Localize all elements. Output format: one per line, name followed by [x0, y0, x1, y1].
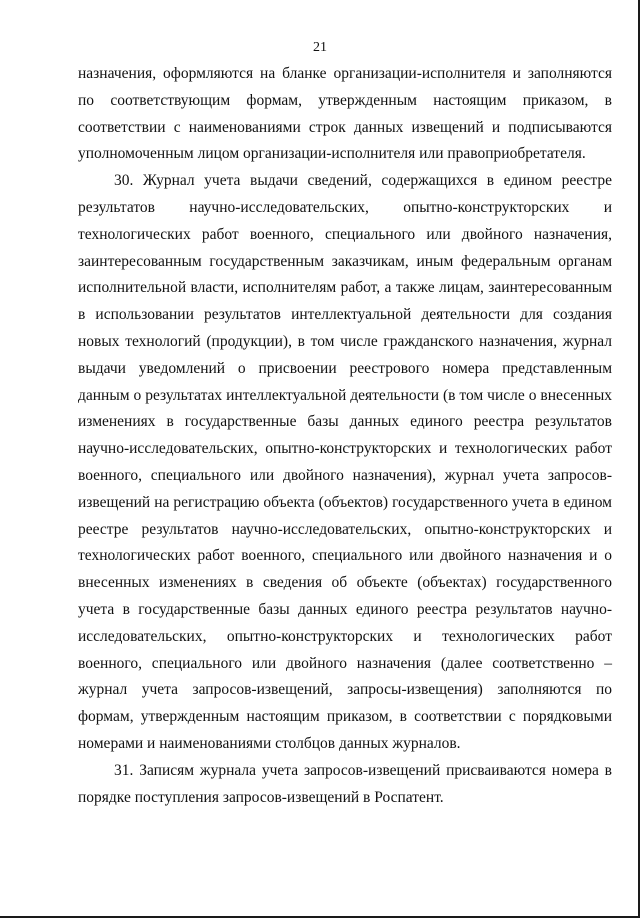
paragraph-30: 30. Журнал учета выдачи сведений, содержащихся в едином реестре результатов научно-исследовательских, опытно-конструкторских и технологических работ военного, специального или двойного назначения, заинтересованным государственным заказчикам, иным федеральным органам исполнительной власти, исполнителям работ, а также лицам, заинтересованным в использовании результатов интеллектуальной деятельности для создания новых технологий (продукции), в том числе гражданского назначения, журнал выдачи уведомлений о присвоении реестрового номера представленным данным о результатах интеллектуальной деятельности (в том числе о внесенных изменениях в государственные базы данных единого реестра результатов научно-исследовательских, опытно-конструкторских и технологических работ военного, специального или двойного назначения), журнал учета запросов-извещений на регистрацию объекта (объектов) государственного учета в едином реестре результатов научно-исследовательских, опытно-конструкторских и технологических работ военного, специального или двойного назначения и о внесенных изменениях в сведения об объекте (объектах) государственного учета в государственные базы данных единого реестра результатов научно-исследовательских, опытно-конструкторских и технологических работ военного, специального или двойного назначения (далее соответственно – журнал учета запросов-извещений, запросы-извещения) заполняются по формам, утвержденным настоящим приказом, в соответствии с порядковыми номерами и наименованиями столбцов данных журналов.	[78, 172, 612, 752]
paragraph-31: 31. Записям журнала учета запросов-извещений присваиваются номера в порядке поступления запросов-извещений в Роспатент.	[78, 761, 612, 806]
document-body	[78, 61, 612, 811]
paragraph-continuation: назначения, оформляются на бланке организации-исполнителя и заполняются по соответствующим формам, утвержденным настоящим приказом, в соответствии с наименованиями строк данных извещений и подписываются уполномоченным лицом организации-исполнителя или правоприобретателя.	[78, 65, 612, 163]
page-number: 21	[313, 40, 327, 55]
